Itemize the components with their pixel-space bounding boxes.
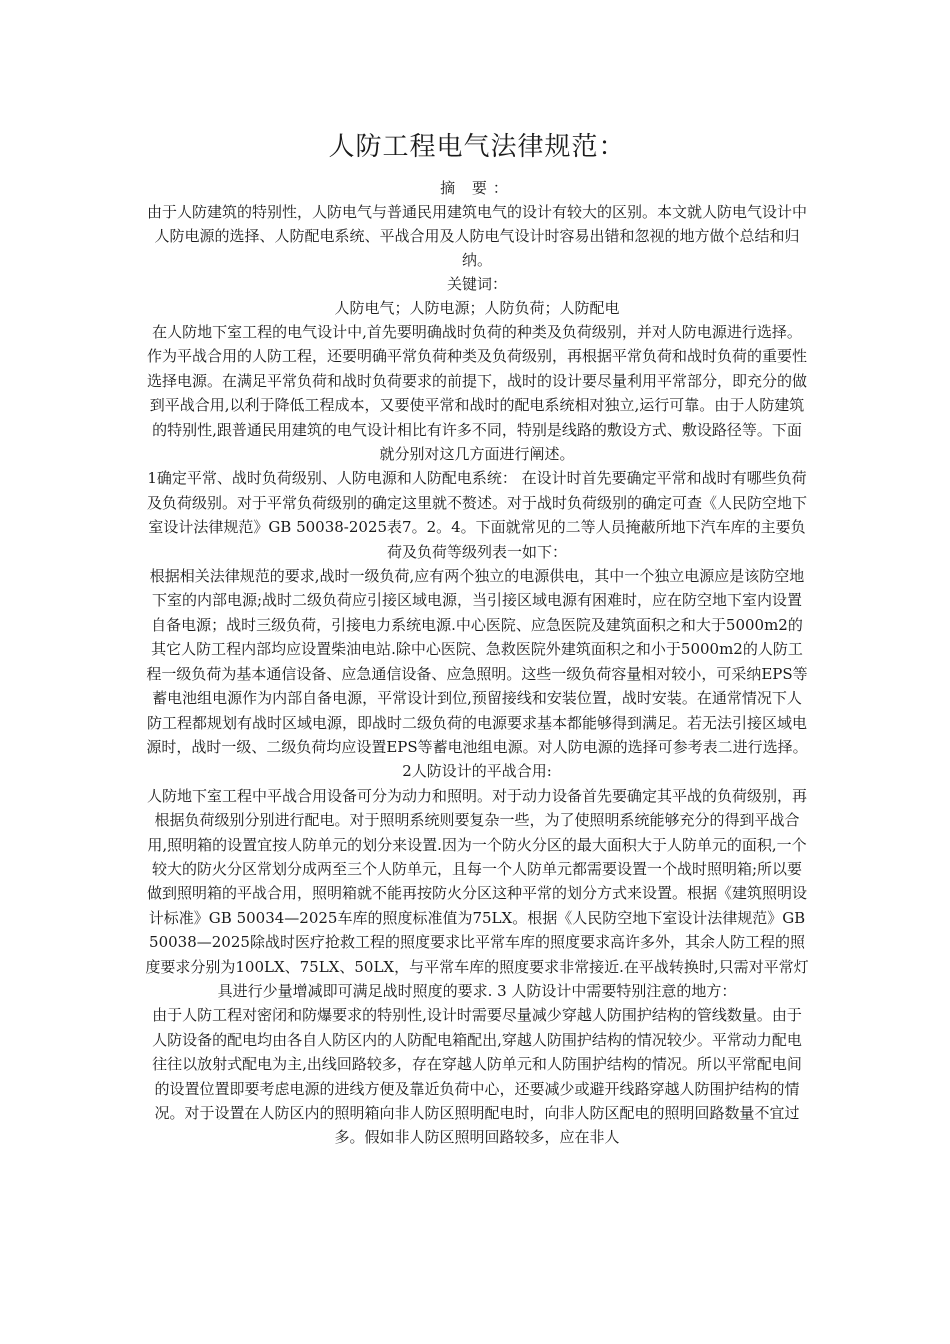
abstract-label: 摘 要： — [440, 179, 514, 197]
document-page — [145, 130, 809, 1150]
document-title: 人防工程电气法律规范： — [328, 132, 626, 162]
paragraph-power-source: 根据相关法律规范的要求,战时一级负荷,应有两个独立的电源供电，其中一个独立电源应是该防空地下室的内部电源;战时二级负荷应引接区域电源，当引接区域电源有困难时，应在防空地下室内设置自备电源；战时三级负荷，引接电力系统电源.中心医院、应急医院及建筑面积之和大于5000m2的其它人防工程内部均应设置柴油电站.除中心医院、急救医院外建筑面积之和小于5000m2的人防工程一级负荷为基本通信设备、应急通信设备、应急照明。这些一级负荷容量相对较小，可采纳EPS等蓄电池组电源作为内部自备电源，平常设计到位,预留接线和安装位置，战时安装。在通常情况下人防工程都规划有战时区域电源，即战时二级负荷的电源要求基本都能够得到满足。若无法引接区域电源时，战时一级、二级负荷均应设置EPS等蓄电池组电源。对人防电源的选择可参考表二进行选择。 2人防设计的平战合用: — [146, 567, 808, 781]
paragraph-section-1: 1确定平常、战时负荷级别、人防电源和人防配电系统： 在设计时首先要确定平常和战时有哪些负荷及负荷级别。对于平常负荷级别的确定这里就不赘述。对于战时负荷级别的确定可查《人民防空地下室设计法律规范》GB 50038-2025表7。2。4。下面就常见的二等人员掩蔽所地下汽车库的主要负荷及负荷等级列表一如下： — [146, 469, 807, 561]
abstract-text: 由于人防建筑的特别性，人防电气与普通民用建筑电气的设计有较大的区别。本文就人防电气设计中人防电源的选择、人防配电系统、平战合用及人防电气设计时容易出错和忽视的地方做个总结和归纳。 — [146, 203, 807, 269]
paragraph-section-3: 由于人防工程对密闭和防爆要求的特别性,设计时需要尽量减少穿越人防围护结构的管线数量。由于人防设备的配电均由各自人防区内的人防配电箱配出,穿越人防围护结构的情况较少。平常动力配电往往以放射式配电为主,出线回路较多，存在穿越人防单元和人防围护结构的情况。所以平常配电间的设置位置即要考虑电源的进线方便及靠近负荷中心，还要减少或避开线路穿越人防围护结构的情况。对于设置在人防区内的照明箱向非人防区照明配电时，向非人防区配电的照明回路数量不宜过多。假如非人防区照明回路较多，应在非人 — [152, 1006, 802, 1147]
paragraph-section-2: 人防地下室工程中平战合用设备可分为动力和照明。对于动力设备首先要确定其平战的负荷级别，再根据负荷级别分别进行配电。对于照明系统则要复杂一些，为了使照明系统能够充分的得到平战合用,照明箱的设置宜按人防单元的划分来设置.因为一个防火分区的最大面积大于人防单元的面积,一个较大的防火分区常划分成两至三个人防单元，且每一个人防单元都需要设置一个战时照明箱;所以要做到照明箱的平战合用，照明箱就不能再按防火分区这种平常的划分方式来设置。根据《建筑照明设计标准》GB 50034—2025车库的照度标准值为75LX。根据《人民防空地下室设计法律规范》GB 50038—2025除战时医疗抢救工程的照度要求比平常车库的照度要求高许多外，其余人防工程的照度要求分别为100LX、75LX、50LX，与平常车库的照度要求非常接近.在平战转换时,只需对平常灯具进行少量增减即可满足战时照度的要求. 3 人防设计中需要特别注意的地方： — [145, 786, 809, 1000]
keywords-text: 人防电气；人防电源；人防负荷；人防配电 — [334, 299, 620, 317]
keywords-label: 关键词： — [446, 275, 507, 293]
paragraph-intro: 在人防地下室工程的电气设计中,首先要明确战时负荷的种类及负荷级别，并对人防电源进行选择。作为平战合用的人防工程，还要明确平常负荷种类及负荷级别，再根据平常负荷和战时负荷的重要性选择电源。在满足平常负荷和战时负荷要求的前提下，战时的设计要尽量利用平常部分，即充分的做到平战合用,以利于降低工程成本，又要使平常和战时的配电系统相对独立,运行可靠。由于人防建筑的特别性,跟普通民用建筑的电气设计相比有许多不同，特别是线路的敷设方式、敷设路径等。下面就分别对这几方面进行阐述。 — [146, 323, 807, 464]
